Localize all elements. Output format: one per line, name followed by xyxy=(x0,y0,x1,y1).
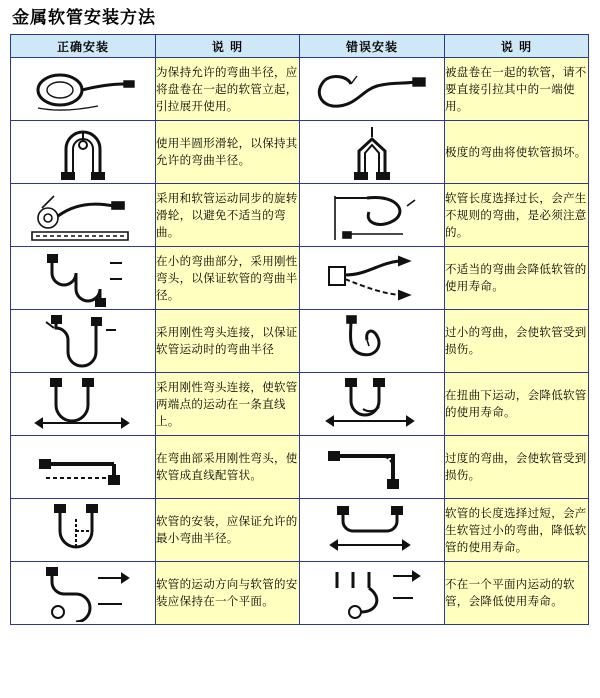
row-5-wrong-desc: 过小的弯曲，会使软管受到损伤。 xyxy=(445,310,589,373)
header-wrong-install: 错误安装 xyxy=(300,35,445,58)
table-row xyxy=(11,121,589,184)
table-row xyxy=(11,58,589,121)
table-row xyxy=(11,562,589,625)
row-3-wrong-desc: 软管长度选择过长，会产生不规则的弯曲，是必须注意的。 xyxy=(445,184,589,247)
header-correct-install: 正确安装 xyxy=(11,35,156,58)
rigid-elbow-straight-pipe-figure xyxy=(11,436,156,499)
rigid-elbow-small-bend-figure xyxy=(11,247,156,310)
out-of-plane-motion-figure xyxy=(300,562,445,625)
row-1-correct-desc: 为保持允许的弯曲半径，应将盘卷在一起的软管立起，引拉展开使用。 xyxy=(156,58,300,121)
table-row xyxy=(11,373,589,436)
row-6-correct-desc: 采用刚性弯头连接，使软管两端点的运动在一条直线上。 xyxy=(156,373,300,436)
torsion-motion-figure xyxy=(300,373,445,436)
improper-bend-figure xyxy=(300,247,445,310)
coiled-hose-pulled-figure xyxy=(300,58,445,121)
table-row xyxy=(11,247,589,310)
row-2-correct-desc: 使用半圆形滑轮，以保持其允许的弯曲半径。 xyxy=(156,121,300,184)
row-1-wrong-desc: 被盘卷在一起的软管，请不要直接引拉其中的一端使用。 xyxy=(445,58,589,121)
table-row xyxy=(11,436,589,499)
too-long-hose-figure xyxy=(300,499,445,562)
row-7-wrong-desc: 过度的弯曲，会使软管受到损伤。 xyxy=(445,436,589,499)
table-row xyxy=(11,499,589,562)
table-row xyxy=(11,184,589,247)
same-plane-motion-figure xyxy=(11,562,156,625)
synchronized-rotary-sheave-figure xyxy=(11,184,156,247)
row-2-wrong-desc: 极度的弯曲将使软管损坏。 xyxy=(445,121,589,184)
row-8-wrong-desc: 软管的长度选择过短，会产生软管过小的弯曲，降低软管的使用寿命。 xyxy=(445,499,589,562)
row-9-wrong-desc: 不在一个平面内运动的软管，会降低使用寿命。 xyxy=(445,562,589,625)
table-header-row xyxy=(11,35,589,58)
row-4-correct-desc: 在小的弯曲部分，采用刚性弯头，以保证软管的弯曲半径。 xyxy=(156,247,300,310)
minimum-bend-radius-figure xyxy=(11,499,156,562)
page-title: 金属软管安装方法 xyxy=(12,8,156,28)
excess-length-loop-figure xyxy=(300,184,445,247)
row-3-correct-desc: 采用和软管运动同步的旋转滑轮，以避免不适当的弯曲。 xyxy=(156,184,300,247)
semicircular-sheave-figure xyxy=(11,121,156,184)
header-correct-desc: 说 明 xyxy=(156,35,300,58)
row-7-correct-desc: 在弯曲部采用刚性弯头，使软管成直线配管状。 xyxy=(156,436,300,499)
row-8-correct-desc: 软管的安装，应保证允许的最小弯曲半径。 xyxy=(156,499,300,562)
installation-methods-table xyxy=(10,34,589,625)
header-wrong-desc: 说 明 xyxy=(445,35,589,58)
rigid-elbow-connection-figure xyxy=(11,310,156,373)
table-row xyxy=(11,310,589,373)
excessive-bend-figure xyxy=(300,436,445,499)
straight-line-motion-figure xyxy=(11,373,156,436)
coiled-hose-roll-figure xyxy=(11,58,156,121)
row-4-wrong-desc: 不适当的弯曲会降低软管的使用寿命。 xyxy=(445,247,589,310)
row-9-correct-desc: 软管的运动方向与软管的安装应保持在一个平面。 xyxy=(156,562,300,625)
row-6-wrong-desc: 在扭曲下运动，会降低软管的使用寿命。 xyxy=(445,373,589,436)
sharp-bend-sheave-figure xyxy=(300,121,445,184)
too-small-bend-figure xyxy=(300,310,445,373)
row-5-correct-desc: 采用刚性弯头连接，以保证软管运动时的弯曲半径 xyxy=(156,310,300,373)
